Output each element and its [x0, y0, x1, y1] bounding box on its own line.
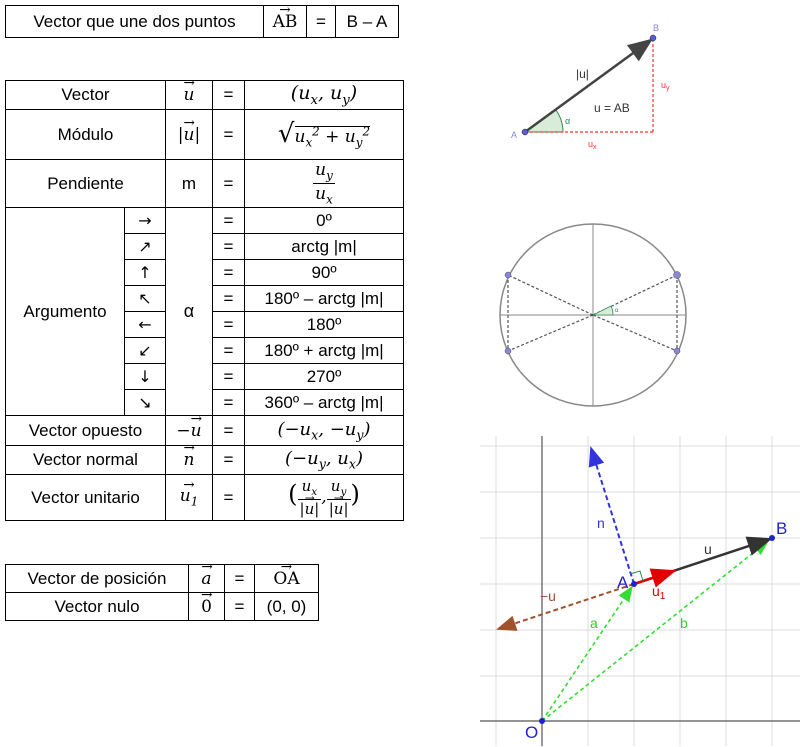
equals-sign: =: [213, 364, 245, 390]
equals-sign: =: [213, 338, 245, 364]
point-a: [631, 581, 637, 587]
equals-sign: =: [213, 312, 245, 338]
two-points-table: [5, 5, 399, 38]
direction-east-icon: →: [125, 208, 166, 234]
point: [505, 348, 511, 354]
equals-sign: =: [225, 593, 255, 621]
angles-circle-figure: [495, 218, 695, 413]
normal-symbol: → n: [166, 446, 213, 475]
eq-label: u = AB: [594, 101, 630, 115]
equals-sign: =: [213, 260, 245, 286]
posicion-label: Vector de posición: [6, 565, 189, 593]
point-a-label: A: [511, 130, 518, 140]
equals-sign: =: [213, 416, 245, 446]
equals-sign: =: [213, 160, 245, 208]
alpha-label: α: [565, 116, 571, 126]
vector-b-arrow: [542, 541, 768, 721]
point-o-label: O: [525, 723, 539, 742]
vector-u-arrow: [525, 40, 651, 132]
two-points-value: B – A: [336, 6, 399, 38]
vector-b-label: b: [680, 615, 688, 631]
mod-label: |u|: [576, 67, 589, 81]
point-o: [539, 718, 545, 724]
argumento-value: 180º + arctg |m|: [245, 338, 404, 364]
two-points-label: Vector que une dos puntos: [6, 6, 264, 38]
direction-southwest-icon: ↙: [125, 338, 166, 364]
modulo-symbol: |→ u|: [166, 110, 213, 160]
vector-minus-u-label: −u: [540, 588, 556, 604]
normal-label: Vector normal: [6, 446, 166, 475]
point-b-label: B: [653, 23, 660, 33]
normal-formula: ($-u_y$, $u_x$): [245, 446, 404, 475]
argumento-value: 0º: [245, 208, 404, 234]
equals-sign: =: [213, 390, 245, 416]
modulo-label: Módulo: [6, 110, 166, 160]
vector-ab-figure: [505, 20, 680, 155]
vector-formula: ($u_x$, $u_y$): [245, 81, 404, 110]
posicion-symbol: → a: [189, 565, 225, 593]
unitario-formula: ( $\frac{u_x}{|\to u|}$ , $\frac{u_y}{|\to u|}$ ): [245, 475, 404, 521]
argumento-value: 270º: [245, 364, 404, 390]
vector-u1-label: $u_1$: [652, 583, 666, 602]
point-b: [769, 535, 775, 541]
pendiente-formula: $\frac{u_y}{u_x}$: [245, 160, 404, 208]
unitario-symbol: → $u_1$: [166, 475, 213, 521]
equals-sign: =: [213, 208, 245, 234]
vectors-grid-figure: [480, 436, 800, 746]
equals-sign: =: [213, 110, 245, 160]
argumento-value: arctg |m|: [245, 234, 404, 260]
vector-symbol: → u: [166, 81, 213, 110]
direction-west-icon: ←: [125, 312, 166, 338]
vector-a-label: a: [590, 615, 598, 631]
direction-southeast-icon: ↘: [125, 390, 166, 416]
vector-minus-u-arrow: [498, 584, 634, 629]
vector-u-label: u: [704, 541, 712, 557]
point-b-label: B: [776, 519, 788, 538]
equals-sign: =: [213, 286, 245, 312]
equals-sign: =: [213, 446, 245, 475]
point: [674, 272, 681, 279]
vector-a-arrow: [542, 587, 632, 721]
direction-northwest-icon: ↖: [125, 286, 166, 312]
direction-north-icon: ↑: [125, 260, 166, 286]
point-a: [522, 129, 528, 135]
ux-label: $u_x$: [588, 139, 597, 151]
argumento-value: 180º: [245, 312, 404, 338]
position-null-table: [5, 564, 319, 621]
two-points-symbol: → AB: [264, 6, 307, 38]
uy-label: $u_y$: [661, 80, 670, 92]
nulo-value: (0, 0): [255, 593, 319, 621]
argumento-label: Argumento: [6, 208, 125, 416]
direction-northeast-icon: ↗: [125, 234, 166, 260]
point-b: [650, 35, 656, 41]
argumento-value: 180º – arctg |m|: [245, 286, 404, 312]
nulo-label: Vector nulo: [6, 593, 189, 621]
equals-sign: =: [213, 475, 245, 521]
equals-sign: =: [213, 234, 245, 260]
point: [505, 272, 511, 278]
modulo-formula: $√u_x^2 + u_y^2$: [245, 110, 404, 160]
opuesto-symbol: −→ u: [166, 416, 213, 446]
equals-sign: =: [307, 6, 336, 38]
equals-sign: =: [213, 81, 245, 110]
nulo-symbol: → 0: [189, 593, 225, 621]
angle-sector: [593, 306, 613, 315]
alpha-label: α: [615, 308, 619, 314]
argumento-value: 360º – arctg |m|: [245, 390, 404, 416]
point: [674, 348, 680, 354]
grid-lines: [480, 436, 800, 746]
posicion-value: → OA: [255, 565, 319, 593]
direction-south-icon: ↓: [125, 364, 166, 390]
equals-sign: =: [225, 565, 255, 593]
argumento-symbol: α: [166, 208, 213, 416]
vector-n-label: n: [597, 515, 605, 531]
opuesto-formula: ($-u_x$, $-u_y$): [245, 416, 404, 446]
unitario-label: Vector unitario: [6, 475, 166, 521]
pendiente-label: Pendiente: [6, 160, 166, 208]
pendiente-symbol: m: [166, 160, 213, 208]
argumento-value: 90º: [245, 260, 404, 286]
vector-properties-table: [5, 80, 404, 521]
opuesto-label: Vector opuesto: [6, 416, 166, 446]
vector-label: Vector: [6, 81, 166, 110]
point-a-label: A: [617, 573, 629, 592]
